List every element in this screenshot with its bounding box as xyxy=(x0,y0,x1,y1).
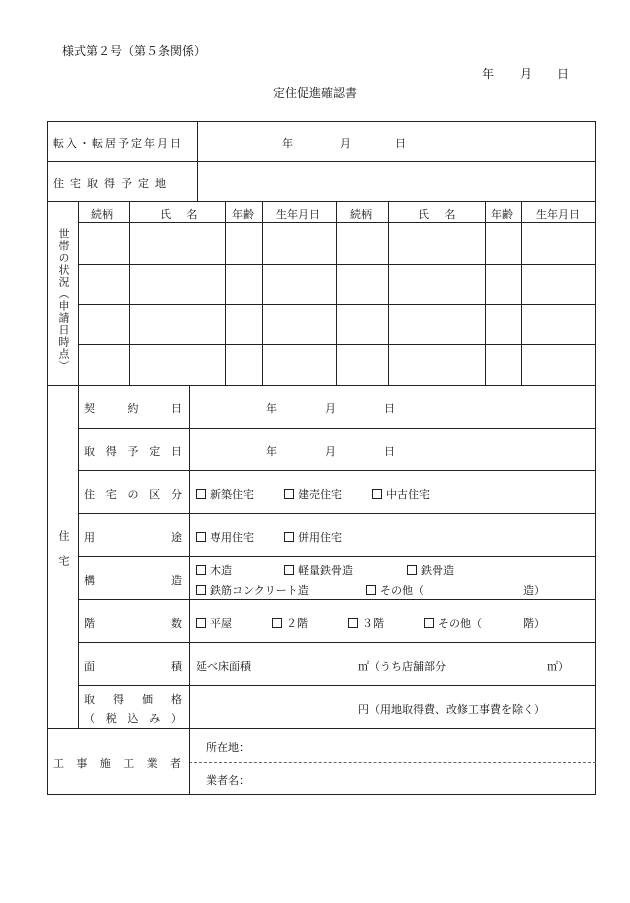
col-line xyxy=(388,201,389,385)
checkbox-icon[interactable] xyxy=(196,489,206,499)
structure-other-checkbox[interactable]: その他（ xyxy=(366,582,424,598)
acquire-month[interactable]: 月 xyxy=(325,445,336,458)
floors-two-checkbox[interactable]: ２階 xyxy=(272,615,308,631)
col-line xyxy=(197,121,198,201)
structure-light-steel-checkbox[interactable]: 軽量鉄骨造 xyxy=(284,562,353,578)
housing-label: 住宅 xyxy=(57,530,70,580)
move-in-label: 転入・転居予定年月日 xyxy=(53,137,183,150)
contract-year[interactable]: 年 xyxy=(266,402,277,415)
floors-single-checkbox[interactable]: 平屋 xyxy=(196,615,232,631)
col-name-2: 氏 名 xyxy=(418,208,462,221)
row-line xyxy=(78,222,596,223)
row-line xyxy=(78,344,596,345)
category-built-checkbox[interactable]: 建売住宅 xyxy=(284,486,342,502)
checkbox-icon[interactable] xyxy=(348,618,358,628)
contractor-address-label: 所在地： xyxy=(206,741,250,754)
acquisition-site-label: 住宅取得予定地 xyxy=(53,177,172,190)
row-line xyxy=(47,161,596,162)
household-label: 世帯の状況（申請日時点） xyxy=(57,228,70,372)
move-in-month[interactable]: 月 xyxy=(340,137,351,150)
row-line xyxy=(78,513,596,514)
structure-rc-checkbox[interactable]: 鉄筋コンクリート造 xyxy=(196,582,309,598)
move-in-year[interactable]: 年 xyxy=(282,137,293,150)
area-label: 面積 xyxy=(84,660,182,673)
form-number: 様式第２号（第５条関係） xyxy=(62,44,207,58)
col-relation-2: 続柄 xyxy=(350,208,372,221)
area-unit-close: ㎡） xyxy=(547,660,569,673)
col-line xyxy=(225,201,226,385)
checkbox-icon[interactable] xyxy=(196,585,206,595)
col-relation-1: 続柄 xyxy=(91,208,113,221)
row-line xyxy=(47,728,596,729)
checkbox-icon[interactable] xyxy=(272,618,282,628)
structure-other-close: 造） xyxy=(523,584,545,597)
contractor-name-label: 業者名： xyxy=(206,774,250,787)
checkbox-icon[interactable] xyxy=(196,565,206,575)
row-line xyxy=(78,685,596,686)
price-label: 取得価格 xyxy=(84,693,182,706)
acquire-year[interactable]: 年 xyxy=(266,445,277,458)
col-line xyxy=(262,201,263,385)
col-birthdate-1: 生年月日 xyxy=(276,208,320,221)
col-line xyxy=(521,201,522,385)
acquire-date-label: 取得予定日 xyxy=(84,445,182,458)
category-label: 住宅の区分 xyxy=(84,488,182,501)
usage-mixed-checkbox[interactable]: 併用住宅 xyxy=(284,529,342,545)
checkbox-icon[interactable] xyxy=(372,489,382,499)
row-line xyxy=(78,470,596,471)
col-name-1: 氏 名 xyxy=(160,208,204,221)
contractor-label: 工事施工業者 xyxy=(53,757,181,770)
checkbox-icon[interactable] xyxy=(424,618,434,628)
category-new-checkbox[interactable]: 新築住宅 xyxy=(196,486,254,502)
floors-other-close: 階） xyxy=(523,617,545,630)
col-age-2: 年齢 xyxy=(491,208,513,221)
structure-label: 構造 xyxy=(84,574,182,587)
col-line xyxy=(78,201,79,728)
row-line xyxy=(78,599,596,600)
row-line xyxy=(47,385,596,386)
floors-three-checkbox[interactable]: ３階 xyxy=(348,615,384,631)
header-day: 日 xyxy=(557,67,570,81)
page-title: 定住促進確認書 xyxy=(272,86,357,100)
contract-month[interactable]: 月 xyxy=(325,402,336,415)
dashed-line xyxy=(189,762,596,763)
structure-wood-checkbox[interactable]: 木造 xyxy=(196,562,232,578)
row-line xyxy=(78,428,596,429)
col-line xyxy=(129,201,130,385)
contract-day[interactable]: 日 xyxy=(384,402,395,415)
contract-date-label: 契約日 xyxy=(84,402,182,415)
floors-other-checkbox[interactable]: その他（ xyxy=(424,615,482,631)
checkbox-icon[interactable] xyxy=(284,489,294,499)
col-age-1: 年齢 xyxy=(232,208,254,221)
checkbox-icon[interactable] xyxy=(366,585,376,595)
header-month: 月 xyxy=(520,67,533,81)
row-line xyxy=(78,304,596,305)
area-total-label: 延べ床面積 xyxy=(196,660,251,673)
price-note: 円（用地取得費、改修工事費を除く） xyxy=(358,703,545,716)
area-unit-shop: ㎡（うち店舗部分 xyxy=(358,660,446,673)
category-used-checkbox[interactable]: 中古住宅 xyxy=(372,486,430,502)
checkbox-icon[interactable] xyxy=(196,618,206,628)
col-birthdate-2: 生年月日 xyxy=(536,208,580,221)
header-year: 年 xyxy=(482,67,495,81)
row-line xyxy=(78,642,596,643)
acquire-day[interactable]: 日 xyxy=(384,445,395,458)
checkbox-icon[interactable] xyxy=(284,565,294,575)
row-line xyxy=(78,264,596,265)
col-line xyxy=(189,385,190,795)
checkbox-icon[interactable] xyxy=(196,532,206,542)
checkbox-icon[interactable] xyxy=(407,565,417,575)
usage-label: 用途 xyxy=(84,531,182,544)
usage-dedicated-checkbox[interactable]: 専用住宅 xyxy=(196,529,254,545)
move-in-day[interactable]: 日 xyxy=(395,137,406,150)
price-tax-label: （税込み） xyxy=(84,712,182,725)
col-line xyxy=(485,201,486,385)
checkbox-icon[interactable] xyxy=(284,532,294,542)
row-line xyxy=(78,556,596,557)
structure-steel-checkbox[interactable]: 鉄骨造 xyxy=(407,562,454,578)
col-line xyxy=(336,201,337,385)
floors-label: 階数 xyxy=(84,617,182,630)
